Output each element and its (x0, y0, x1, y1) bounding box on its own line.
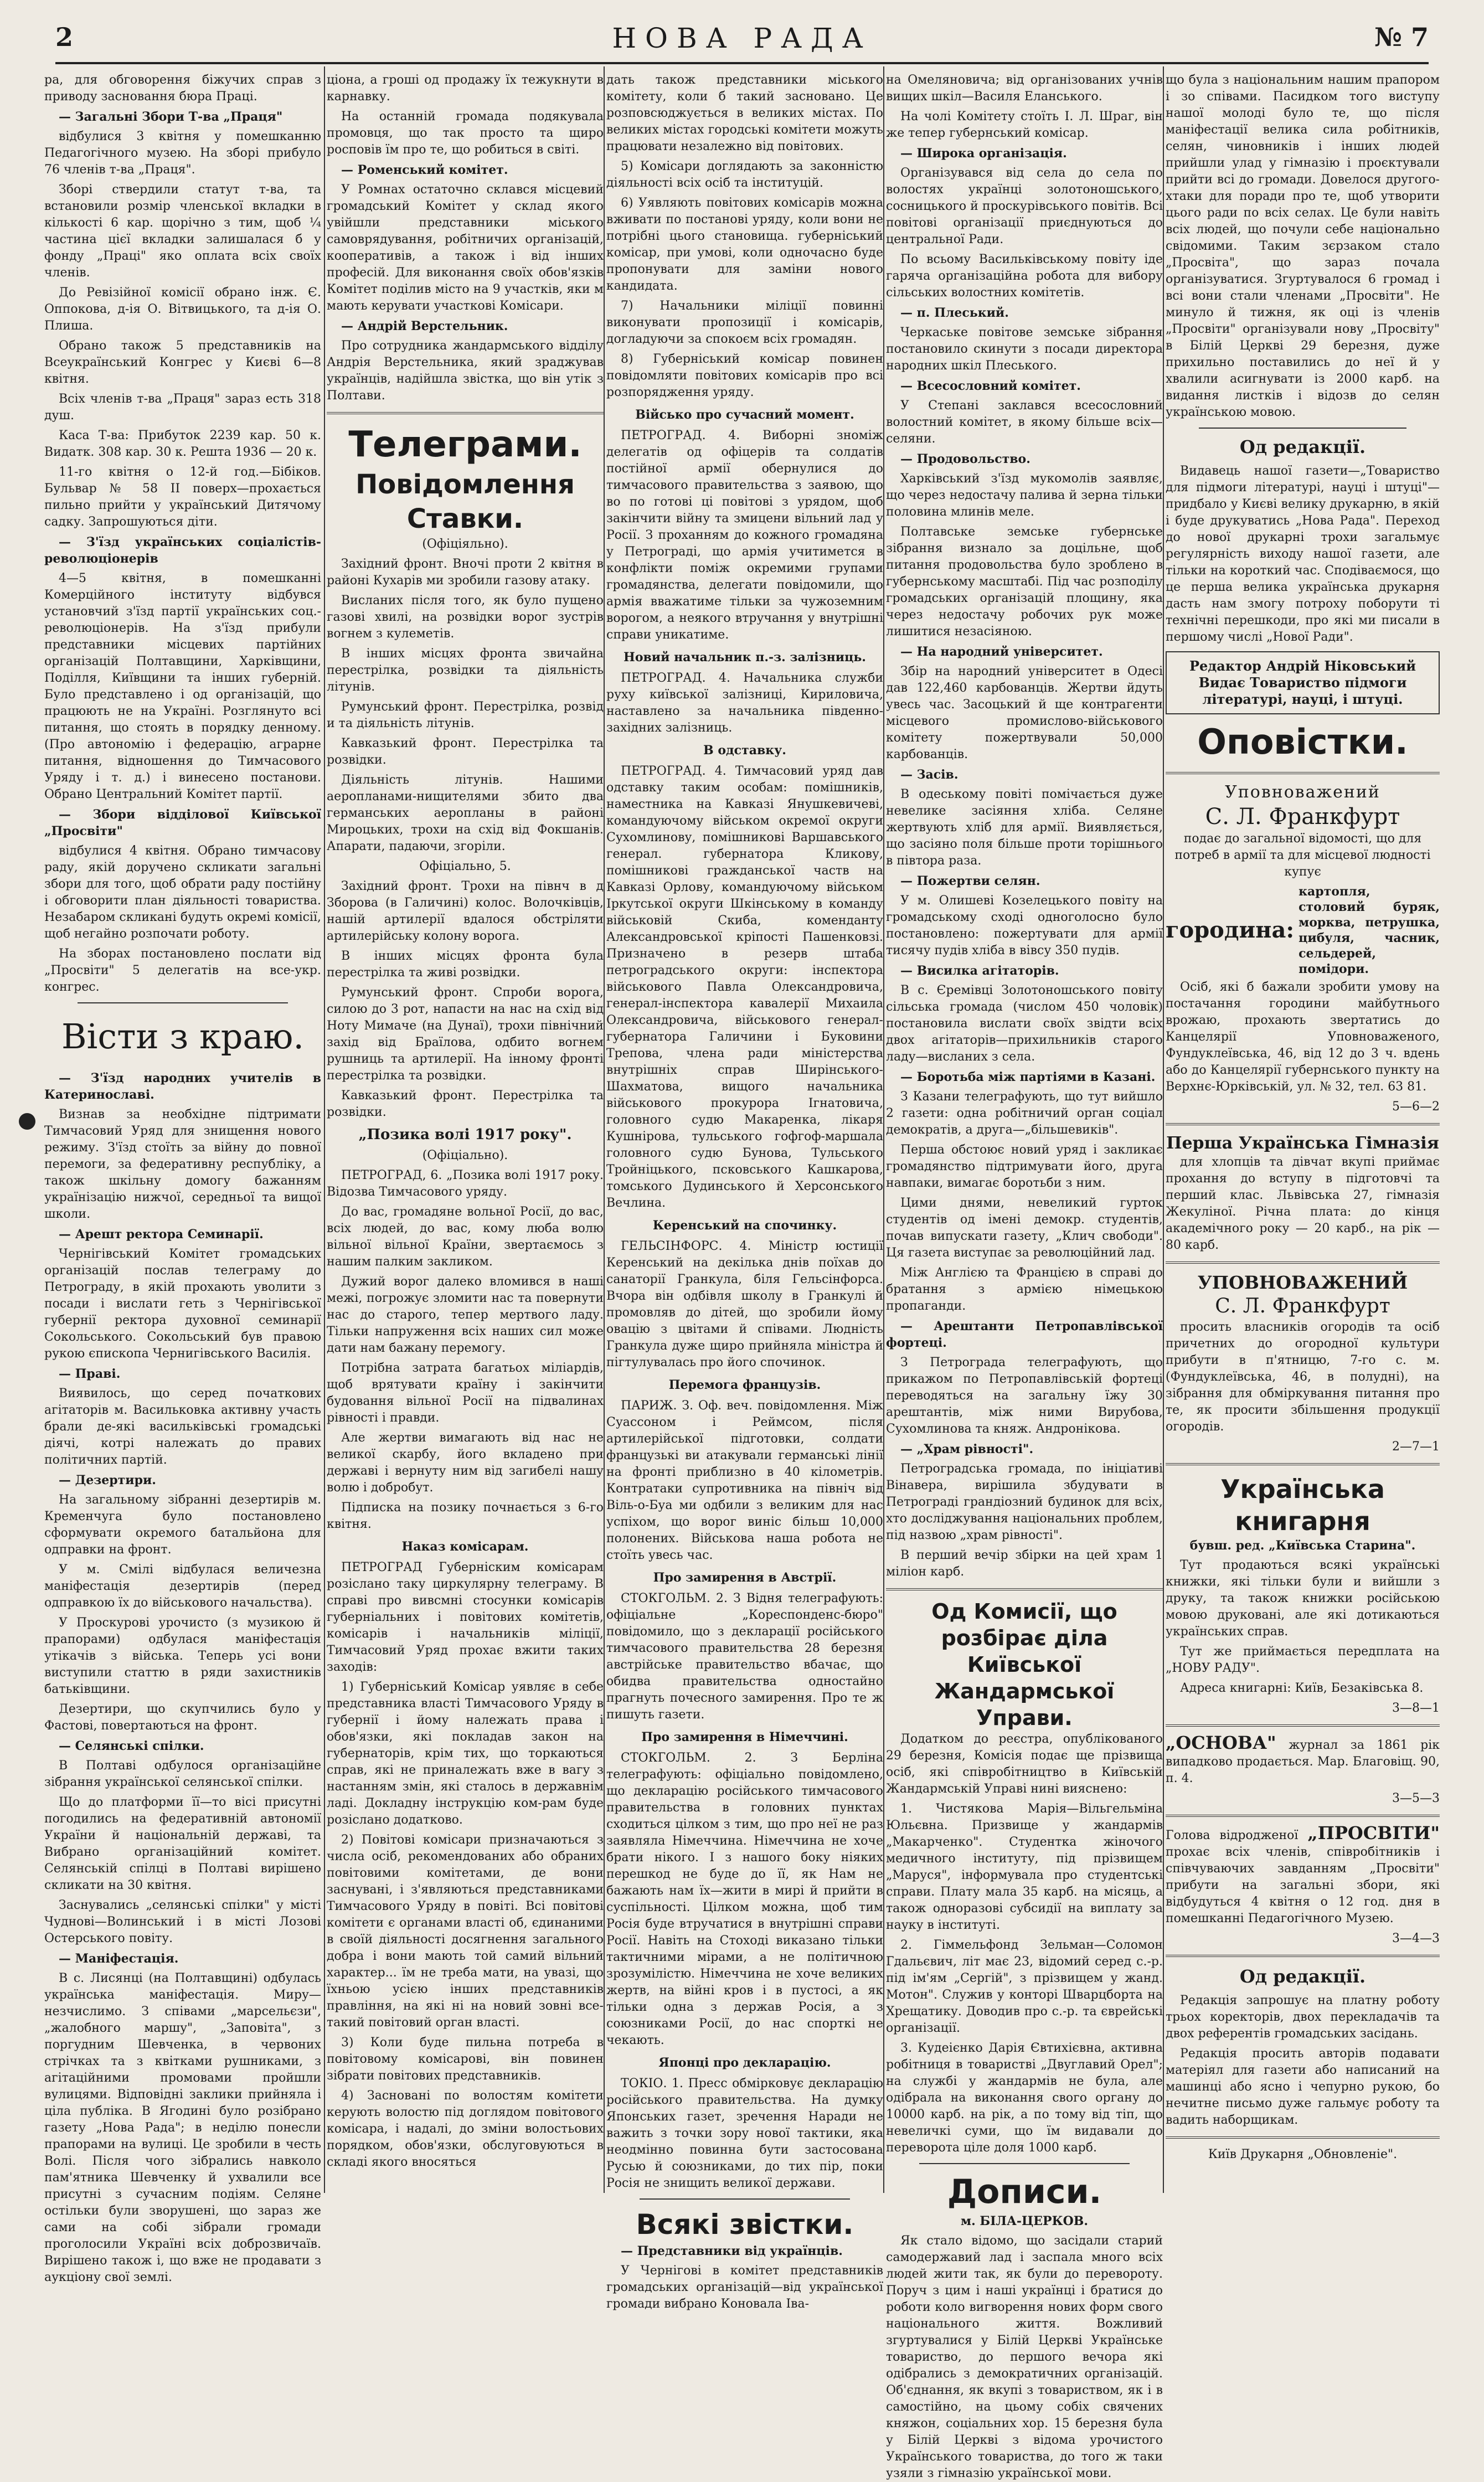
column-divider (1163, 66, 1164, 2193)
section-title: Од Комисії, що розбірає діла Київської Жандармської Управи. (931, 1599, 1117, 1730)
ad-title: Перша Українська Гімназія (1166, 1134, 1439, 1153)
editorial-heading: Од редакції. (1239, 436, 1366, 457)
article-text: В інших місцях фронта була перестрілка та живі розвідки. (327, 949, 604, 980)
section-divider (640, 2198, 850, 2200)
article-text: У Проскурові урочисто (з музикою й прапорами) одбулася маніфестація утікачів з війська. Теперь усі вони виступили статтю в ряди захистників батьківщини. (44, 1616, 321, 1696)
article-text: 2. Гіммельфонд Зельман—Соломон Гдальєвич, літ має 23, відомий серед с.-р. під ім'ям „Сергій", з прізвищем у жанд. Мотон". Служив у конторі Шварцборта на Хрещатику. Доводив про с.-р. та єврейські організації. (886, 1938, 1163, 2035)
article-text: В перший вечір збірки на цей храм 1 міліон карб. (886, 1548, 1163, 1579)
section-subtitle: Повідомлення Ставки. (355, 469, 575, 534)
ad-address: Адреса книгарні: Київ, Безаківська 8. (1180, 1681, 1424, 1695)
official-note: (Офіціяльно). (422, 537, 508, 551)
ad-subtitle: бувш. ред. „Київська Старина". (1189, 1538, 1416, 1553)
article-heading: — Маніфестація. (59, 1951, 179, 1966)
article-text: Організувався від села до села по волостях українці золотоношського, сосницького й проскурівського повітів. Всі повітові організації приєднуються до центральної Ради. (886, 166, 1163, 246)
article-heading: — Пожертви селян. (900, 874, 1040, 888)
ad-highlight (1166, 884, 1440, 977)
article-heading: Про замирення в Австрії. (653, 1570, 837, 1585)
article-text: 2) Повітові комісари призначаються з числа осіб, рекомендованих або обраних повітовими комітетами, де вони заснувані, і з'являються представниками Тимчасового Уряду в повіті. Всі повітові комітети є органами власті об, єдинаними в своїй діяльності досягнення загального добра і вони мають той самий вільний характер... їм не треба мати, на увазі, що їхньою усією інших представників правління, на які ні на новий зовні все-такий повітовий орган власті. (327, 1833, 604, 2030)
article-text: До Ревізійної комісії обрано інж. Є. Оппокова, д-ія О. Вітвицького, та д-ія О. Плиша. (44, 286, 321, 333)
ad-code: 3—4—3 (1392, 1932, 1440, 1945)
article-heading: — Роменський комітет. (341, 163, 508, 177)
publisher-line: Видає Товариство підмоги літературі, науці, і штуці. (1198, 674, 1407, 707)
article-text: Чернігівський Комітет громадських організацій послав телеграму до Петрограду, в якій прохають уволити з посади і вислати геть з Чернігівської губернії ректора духовної семинарії Сокольського. Сокольський був правою рукою єпископа Чернигівського Василія. (44, 1247, 321, 1361)
section-divider (919, 2163, 1130, 2164)
column-4 (886, 72, 1163, 2480)
article-heading: — Арешт ректора Семинарії. (59, 1227, 264, 1242)
footer-divider (1166, 2136, 1440, 2139)
article-text: В с. Єремівці Золотоношського повіту сільська громада (числом 450 чоловік) постановила вислати своїх звідти всіх двох агітаторів—прихильників старого ладу—висланих з села. (886, 983, 1163, 1064)
article-heading: — Андрій Верстельник. (341, 319, 508, 333)
ads-title: Оповістки. (1197, 722, 1408, 762)
ad-code: 2—7—1 (1392, 1440, 1440, 1454)
article-text: Між Англією та Францією в справі до братання з армією німецькою пропаганди. (886, 1266, 1163, 1313)
column-1 (44, 72, 321, 2284)
article-text: 5) Комісари доглядають за законністю діяльності всіх осіб та інституцій. (606, 159, 883, 190)
article-text: Харківський з'їзд мукомолів заявляє, що через недостачу палива й зерна тільки половина млинів меле. (886, 472, 1163, 519)
article-text: Каса Т-ва: Прибуток 2239 кар. 50 к. Видатк. 308 кар. 30 к. Решта 1936 — 20 к. (44, 429, 321, 459)
article-text: Румунський фронт. Спроби ворога, силою до 3 рот, напасти на нас на схід від Ноту Мимаче (на Дунаї), трохи північний захід від Браїлова, одбито вогнем рушниць та артилерії. На інному фронті перестрілка та розвідки. (327, 986, 604, 1083)
article-heading: Про замирення в Німеччині. (641, 1730, 848, 1744)
official-note: (Офіціально). (422, 1149, 508, 1162)
article-text: що була з національним нашим прапором і зо співами. Пасидком того виступу нашої молоді було те, що після маніфестації велика сила робітників, селян, чиновників і інших людей прийшли улад у гімназію і проєктували прийти всі до громади. Довелося другого-хтаки для поради про те, щоб утворити цього ради по всіх селах. Це були навіть всіх людей, що почули себе національно свідомими. Таким зєрзаком стало „Просвіта", що зараз почала організуватися. Згуртувалося 6 громад і всі вони стали членами „Просвіти". Не минуло й тижня, як оці із членів „Просвіти" організували нову „Просвіту" в Білій Церкві 29 березня, дуже прихильно поставились до неї й у хвалили асигнувати із 2000 карб. на видання листків і відозв до селян українською мовою. (1166, 73, 1440, 419)
ad-divider (1166, 1261, 1440, 1264)
article-text: дать також представники міського комітету, коли б такий засновано. Це розповсюджується в великих містах. По великих містах городські комітети можуть працювати незалежно від повітових. (606, 73, 883, 153)
article-text: В Полтаві одбулося організаційне зібрання української селянської спілки. (44, 1759, 321, 1789)
article-text: Висланих після того, як було пущено газові хвилі, на розвідки ворог зустрів вогнем з кулеметів. (327, 594, 604, 641)
ad-text: журнал за 1861 рік випадково продається. Мар. Благовіщ. 90, п. 4. (1166, 1738, 1440, 1785)
article-heading: — Засів. (900, 768, 959, 782)
article-text: СТОКГОЛЬМ. 2. З Відня телеграфують: офіціальне „Кореспонденс-бюро" повідомило, що з декларації російського тимчасового правительства 28 березня австрійське правительство вбачає, що обидва правительства одностайно прагнуть почесного замирення. Про те ж пишуть газети. (606, 1592, 883, 1722)
article-heading: м. БІЛА-ЦЕРКОВ. (960, 2214, 1089, 2228)
article-heading: — Представники від українців. (621, 2244, 843, 2258)
article-text: ра, для обговорення біжучих справ з приводу засновання бюра Праці. (44, 73, 321, 104)
article-text: 1) Губерніський Комісар уявляє в себе представника власті Тимчасового Уряду в губернії і йому належать права і обов'язки, які покладав закон на губернаторів, крім тих, що торкаються справ, які не приналежать вже в вагу з настанням змін, які сталось в державнім ладі. Докладну інструкцію ком-рам буде розіслано додатково. (327, 1680, 604, 1827)
article-text: Визнав за необхідне підтримати Тимчасовий Уряд для знищення нового режиму. З'їзд стоїть за війну до повної перемоги, за федеративну республіку, а також шкільну домогу бажанням українізацію нижчої, середньої та вищої школи. (44, 1108, 321, 1221)
article-text: Полтавське земське губернське зібрання визнало за доцільне, щоб питання продовольства було зроблено в губернському масштабі. Під час розподілу громадських організацій площину, яка через недостачу робочих рук може лишитися незасіяною. (886, 525, 1163, 638)
article-text: У м. Олишеві Козелецького повіту на громадському сході одноголосно було постановлено: пожертувати для армії тисячу пудів хліба в вівсу 350 пудів. (886, 894, 1163, 957)
ad-divider (1166, 1815, 1440, 1817)
article-heading: — Загальні Збори Т-ва „Праця" (59, 110, 283, 124)
article-text: З Казани телеграфують, що тут вийшло 2 газети: одна робітничий орган соціал демократів, а друга—„більшевиків". (886, 1090, 1163, 1137)
article-heading: Новий начальник п.-з. залізниць. (624, 650, 866, 665)
article-text: 1. Чистякова Марія—Вільгельміна Юльєвна. Призвище у жандармів „Макарченко". Студентка жіночого медичного інституту, під прізвищем „Маруся", інформувала про студентські справи. Плату мала 35 карб. на місяць, а також одноразові субсидії на виплату за науку в інституті. (886, 1802, 1163, 1932)
section-title: Всякі звістки. (636, 2208, 854, 2241)
article-text: 8) Губерніський комісар повинен повідомляти повітових комісарів про всі розпорядження уряду. (606, 352, 883, 399)
article-text: Румунський фронт. Перестрілка, розвід и та діяльність літунів. (327, 700, 604, 730)
ad-name: С. Л. Франкфурт (1205, 804, 1400, 830)
column-5 (1166, 72, 1440, 2187)
article-text: 7) Начальники міліції повинні виконувати пропозиції і комісарів, догладуючи за спокоєм всіх громадян. (606, 299, 883, 346)
column-divider (324, 66, 325, 2193)
article-text: Заснувались „селянські спілки" у місті Чуднові—Волинський і в місті Лозові Остерського повіту. (44, 1898, 321, 1945)
page-number: 2 (55, 22, 74, 52)
article-text: Зборі ствердили статут т-ва, та встановили розмір членської вкладки в кількості 6 кар. щорічно з тим, щоб ¼ частина цієї вкладки залишалася б у фонду „Праці" яко оплата всіх своїх членів. (44, 183, 321, 280)
article-text: ПЕТРОГРАД. 4. Виборні зноміж делегатів од офіцерів та солдатів постійної армії обернулися до тимчасового правительства з заявою, що во по готові ці повітові з урядом, щоб закінчити війну та змицени вільний лад у Росії. З проханням до кожного громадяна у Петрограді, що армія учитимется в конфлікти поміж окремими групами громадянства, делегати повідомили, що армія вважатиме тільки за чужоземним ворогом, а неякого втручання у внутрішні справи уникатиме. (606, 429, 883, 642)
ad-keyword: „ОСНОВА" (1166, 1732, 1276, 1753)
article-text: ПЕТРОГРАД. 4. Тимчасовий уряд дав одставку таким особам: помішників, наместника на Кавказі Янушкевичеві, командуючому військом окремої округи Сухомлинову, помішникові Варшавського генерал. губернатора Кликову, помішникові гражданської частв на Кавказі Орлову, командуючому військом Іркутської округи Шкінському в команду військовій Скиба, коменданту Александровської кріпості Пашенковзі. Призначено в резерв штаба петроградського округи: інспектора військового Павла Олександровича, генерал-інспектора кавалерії Михаила Олександровича, військового генерал-губернатора Галичини і Буковини Трепова, члена ради міністерства внутрішніх справ Ширінського-Шахматова, вищого начальника військового прокурора Ігнатовича, головного судю Макаренка, лікаря Кушнірова, тульського гофгоф-маршала головного судю Бунова, Тульського Тройніцького, псковського Кашкарова, томського Дудинського й Херсонського Вечлина. (606, 764, 883, 1210)
article-text: У м. Смілі відбулася величезна маніфестація дезертирів (перед одправкою їх до військового начальства). (44, 1563, 321, 1610)
article-heading: В одставку. (703, 743, 786, 758)
article-text: Але жертви вимагають від нас не великої скарбу, його вкладено при державі і вернуту ним від загибелі нашу волю і добробут. (327, 1431, 604, 1495)
article-text: 11-го квітня о 12-й год.—Бібіков. Бульвар № 58 II поверх—прохається пильно прийти у український Дитячому садку. Запрошуються діти. (44, 465, 321, 529)
article-text: СТОКГОЛЬМ. 2. З Берліна телеграфують: офіціально повідомлено, що декларацію російського тимчасового правительства в головних пунктах сходиться цілком з тим, що про неї не раз заявляла Німеччина. Німеччина не хоче брати нікого. І з нашого боку ніяких перешкод не буде до її, як Нам не бажають нам їх—жити в мирі й прийти в суспільності. Цілком можна, щоб тим Росія буде втручатися в внутрішні справи Росії. Навіть на Стоході виказано тільки тактичними мірами, а не політичною зрозумілістю. Німеччина не хоче великих жертв, на війні кров і в пустосі, а як тільки одна з держав Росія, а з союзниками Росії, до нас спорткі не чекають. (606, 1751, 883, 2047)
ink-blot (19, 1113, 35, 1130)
article-text: Кавказький фронт. Перестрілка та розвідки. (327, 1089, 604, 1119)
article-text: відбулися 4 квітня. Обрано тимчасову раду, якій доручено скликати загальні збори для того, щоб обрати раду постійну і обговорити план діяльності товариства. Незабаром скликані будуть окремі комісії, щоб негайно розпочати роботу. (44, 844, 321, 941)
article-text: ПЕТРОГРАД, 6. „Позика волі 1917 року. Відозва Тимчасового уряду. (327, 1168, 604, 1199)
article-text: 3. Кудеієнко Дарія Євтихієвна, активна робітниця в товаристві „Двуглавий Орел"; на службі у жандармів не була, але одібрала на виконання свого органу до 10000 карб. на рік, а по тому від тіп, що невеличкі суми, що їм видавали до переворота ціле доля 1000 карб. (886, 2041, 1163, 2155)
article-text: На загальному зібранні дезертирів м. Кременчуга було постановлено сформувати окремого батальйона для одправки на фронт. (44, 1493, 321, 1557)
article-heading: — Арештанти Петропавлівської фортеці. (886, 1319, 1163, 1350)
section-title: Дописи. (947, 2172, 1102, 2211)
section-divider (78, 1002, 288, 1003)
article-text: Західний фронт. Трохи на півнч в д Зборова (в Галичині) колос. Волочківців, нашій артилерії вдалося обстріляти артилерійську колону ворога. (327, 879, 604, 943)
ad-keyword: „ПРОСВІТИ" (1307, 1822, 1440, 1844)
article-heading: — Збори відділової Київської „Просвіти" (44, 807, 321, 838)
article-text: 4—5 квітня, в помешканні Комерційного інституту відбувся установчий з'їзд партії українських соц.-революціонерів. На з'їзд прибули представники місцевих партійних організацій Полтавщини, Харківщини, Поділля, Київщини та інших губерній. Було представлено і од організацій, що працюють не на Україні. Розглянуто всі питання, що стоять в порядку денному. (Про автономію і федерацію, аграрне питання, відношення до Тимчасового Уряду і т. д.) і винесено постанови. Обрано Центральний Комітет партії. (44, 571, 321, 801)
ad-text: подає до загальної відомості, що для потреб в армії та для місцевої людності купує (1174, 832, 1431, 879)
article-text: Редакція просить авторів подавати матеріял для газети або написаний на машинці або ясно і чепурно рукою, бо нечитне письмо дуже гальмує роботу та вадить наборщикам. (1166, 2047, 1440, 2127)
article-heading: Керенський на спочинку. (652, 1218, 837, 1233)
article-text: У Степані заклався всесословний волостний комітет, в якому більше всіх—селяни. (886, 399, 1163, 446)
ad-text: Тут же приймається передплата на „НОВУ РАДУ". (1166, 1645, 1440, 1675)
article-text: Редакція запрошує на платну роботу трьох коректорів, двох перекладачів та двох референтів громадських засідань. (1166, 1994, 1440, 2041)
article-text: 4) Засновані по волостям комітети керують волостю під доглядом повітового комісара, і надалі, до зміни волостьових порядком, обов'язки, обслуговуються в складі якого вносяться (327, 2089, 604, 2169)
article-text: З Петрограда телеграфують, що прикажом по Петропавлівській фортеці переводяться на загальну їжу 30 арештантів, між ними Вирубова, Сухомлинова та княж. Андронікова. (886, 1356, 1163, 1436)
article-text: Дезертири, що скупчились було у Фастові, повертаються на фронт. (44, 1702, 321, 1733)
article-heading: — Боротьба між партіями в Казані. (900, 1070, 1156, 1084)
section-divider (327, 412, 604, 414)
column-divider (604, 66, 605, 2193)
article-text: У Ромнах остаточно склався місцевий громадський Комітет у склад якого увійшли представники міського самоврядування, робітничих організацій, кооперативів, а також і від інших професій. Для виконання своїх обов'язків Комітет поділив місто на 9 участків, яки м мають керувати участкові Комісари. (327, 183, 604, 313)
article-heading: — На народний університет. (900, 645, 1103, 659)
article-text: Підписка на позику почнається з 6-го квітня. (327, 1501, 604, 1531)
article-text: Збір на народний університет в Одесі дав 122,460 карбованців. Жертви йдуть увесь час. Засоцький й ще контрагенти місцевого промислово-військового комітету пожертвували 50,000 карбованців. (886, 665, 1163, 761)
printer-imprint: Київ Друкарня „Обновленіе". (1208, 2148, 1398, 2161)
article-text: Як стало відомо, що засідали старий самодержавий лад і заспала много всіх людей жити так, як були до перевороту. Поруч з цим і наші українці і братися до роботи коло вигворення нових форм свого національного життя. Вожливий згуртувалися у Білій Церкві Українське товариство, до першого вечора які одібрались з демократичних організацій. Об'єднання, як вкупі з товариством, як і в самостійно, на цьому собіх свячених княжон, соціальних хор. 15 березня була у Білій Церкві з відома урочистого Українського товариства, до того ж таки узяли з гімназію української мови. (886, 2234, 1163, 2480)
article-text: Дужий ворог далеко вломився в наші межі, погрожує зломити нас та повернути нас до старого, тепер мертвого ладу. Тільки напруження всіх наших сил може дати нам бажану перемогу. (327, 1275, 604, 1355)
article-text: На останній громада подякувала промовця, що так просто та щиро росповів їм про те, що робиться в світі. (327, 110, 604, 157)
editorial-heading: Од редакції. (1239, 1966, 1366, 1987)
ad-name: С. Л. Франкфурт (1215, 1295, 1390, 1317)
ad-text: прохає всіх членів, співробітників і співчуваючих завданням „Просвіти" прибути на загальні збори, які відбудуться 4 квітня о 12 год. дня в помешканні Педагогічного Музею. (1166, 1845, 1440, 1925)
article-text: Петроградська громада, по ініціативі Вінавера, вирішила збудувати в Петрограді грандіозний будинок для всіх, хто досліджування національних проблем, під назвою „храм рівності". (886, 1462, 1163, 1542)
article-text: В одеському повіті помічається дуже невелике засіяння хліба. Селяне жертвують хліб для армії. Виявляється, що засіяно поля більше проти торішнього в півтора раза. (886, 787, 1163, 868)
article-text: В с. Лисянці (на Полтавщині) одбулась українська маніфестація. Миру—незчислимо. З співами „марсельєзи", „жалобного маршу", „Заповіта", з поргудним Шевченка, в червоних стрічках та з квітками рушниками, з агітаційними промовами пройшли вулицями. Відповідні заклики прийняла і ціла публіка. В Ягодині було розібрано газету „Нова Рада"; в неділю понесли прапорами на вулиці. Це зробили в честь Волі. Після чого зібрались навколо пам'ятника Шевченку й ухвалили все присутні з сучасним подіям. Селяне остільки були зворушені, що зараз же сами на собі зібрали громади проголосили Україні всіх доброзвичаїв. Вирішено також і, що вже не продавати з аукціону свої землі. (44, 1971, 321, 2284)
article-text: На зборах постановлено послати від „Просвіти" 5 делегатів на все-укр. конгрес. (44, 947, 321, 994)
ad-keyword: городина: (1166, 917, 1295, 943)
header-rule (55, 62, 1429, 64)
article-text: У Чернігові в комітет представників громадських організацій—від української громади вибрано Коновала Іва- (606, 2264, 883, 2311)
ad-title: Уповноважений (1225, 782, 1380, 802)
article-text: Кавказький фронт. Перестрілка та розвідки. (327, 737, 604, 767)
article-heading: — Праві. (59, 1367, 121, 1381)
official-note: Офіціально, 5. (419, 859, 511, 873)
article-text: ГЕЛЬСІНФОРС. 4. Міністр юстиції Керенський на декілька днів поїхав до санаторії Гранкула, біля Гельсінфорса. Вчора він одбівля школу в Гранкулі й промовляв до дітей, що зробили йому овацію з цвітами й співами. Людність Гранкула дуже щиро прийняла міністра й пігтулувалась про його спочинок. (606, 1239, 883, 1369)
article-text: На чолі Комітету стоїть І. Л. Шраг, він же тепер губернський комісар. (886, 110, 1163, 140)
ad-code: 3—5—3 (1392, 1791, 1440, 1805)
newspaper-title: НОВА РАДА (612, 22, 872, 54)
ad-divider (1166, 1123, 1440, 1125)
article-text: ціона, а гроші од продажу їх тежукнути в карнавку. (327, 73, 604, 104)
ad-text: Осіб, які б бажали зробити умову на постачання городини майбутнього врожаю, прохають звертатись до Канцелярії Уповноваженого, Фундуклеївська, 46, від 12 до 3 ч. вдень або до Канцелярії губернського пункту на Верхнє-Юрківській, ул. № 32, тел. 63 81. (1166, 980, 1440, 1094)
section-title: Вісти з краю. (61, 1016, 305, 1057)
issue-number: № 7 (1374, 22, 1429, 52)
article-text: Всіх членів т-ва „Праця" зараз есть 318 душ. (44, 392, 321, 423)
article-text: ПАРИЖ. З. Оф. веч. повідомлення. Між Суассоном і Реймсом, після артилерійської підготовки, солдати французькі ви атакували германські лінії на фронті приблизно в 40 кілометрів. Контратаки супротивника на північ від Віль-о-Буа ми одбили з великим для нас успіхом, що ворог виніс більш 10,000 полонених. Військова наша робота не стоїть увесь час. (606, 1399, 883, 1562)
article-heading: — Висилка агітаторів. (900, 964, 1059, 978)
article-heading: Військо про сучасний момент. (635, 408, 854, 422)
ad-title: УПОВНОВАЖЕНИЙ (1197, 1272, 1408, 1293)
ad-divider (1166, 1463, 1440, 1465)
ad-text: просить власників огородів та осіб причетних до огородної культури прибути в п'ятницю, 7-го с. м. (Фундуклеївська, 46, в полудні), на зібрання для обміркування питання про те, як просити збільшення продукції огородів. (1166, 1320, 1440, 1434)
ad-text: Тут продаються всякі українські книжки, які тільки були и вийшли з друку, та також книжки російською мовою друковані, але які дотикаються українських справ. (1166, 1558, 1440, 1639)
article-heading: Наказ комісарам. (401, 1539, 529, 1554)
article-text: Виявилось, що серед початкових агітаторів м. Васильковка активну участь брали де-які васильківські громадські діячі, котрі належать до правих політичних партій. (44, 1387, 321, 1467)
ad-divider (1166, 1724, 1440, 1727)
ad-items: картопля, столовий буряк, морква, петрушка, цибуля, часник, сельдерей, помідори. (1298, 884, 1440, 976)
article-heading: „Позика волі 1917 року". (358, 1126, 572, 1143)
article-text: на Омеляновича; від організованих учнів вищих шкіл—Василя Еланського. (886, 73, 1163, 104)
page-header (55, 22, 1429, 61)
column-3 (606, 72, 883, 2311)
section-divider (1199, 428, 1406, 429)
article-text: Потрібна затрата багатьох міліардів, щоб врятувати країну і закінчити будовання вільної Росії на підвалинах рівності і правди. (327, 1361, 604, 1425)
article-text: відбулися 3 квітня у помешканню Педагогічного музею. На зборі прибуло 76 членів т-ва „Праця". (44, 130, 321, 177)
column-divider (883, 66, 884, 2193)
article-text: 3) Коли буде пильна потреба в повітовому комісарові, він повинен зібрати повітових представників. (327, 2036, 604, 2083)
article-text: До вас, громадяне вольної Росії, до вас, всіх людей, до вас, кому люба волю вільної вільної Країни, звертаємось з нашим палким закликом. (327, 1205, 604, 1269)
section-title: Телеграми. (348, 424, 582, 465)
column-2 (327, 72, 604, 2187)
article-heading: — Продовольство. (900, 452, 1030, 466)
article-heading: — п. Плеський. (900, 306, 1009, 320)
ad-text: Голова відродженої (1166, 1829, 1298, 1842)
article-text: В інших місцях фронта звичайна перестрілка, розвідки та діяльність літунів. (327, 647, 604, 694)
article-text: Діяльність літунів. Нашими аеропланами-нищителями збито два германських аеропланы в районі Мироцьких, трохи на схід від Фокшанів. Апарати, падаючи, згоріли. (327, 773, 604, 853)
article-text: Що до платформи її—то вісі присутні погодились на федеративній автономії України й національній державі, та Вибрано організаційний комітет. Селянській спілці в Полтаві вирішено скликати на 30 квітня. (44, 1795, 321, 1892)
section-divider (886, 1588, 1163, 1590)
article-text: Цими днями, невеликий гурток студентів од імені демокр. студентів, почав випускати газету, „Клич свободи". Ця газета виступає за революційний лад. (886, 1196, 1163, 1260)
article-heading: — З'їзд народних учителів в Катеринославі. (44, 1071, 321, 1102)
article-text: ТОКІО. 1. Пресс обмірковує декларацію російського правительства. На думку Японських газет, зречення Наради не важить з точки зору нової тактики, яка неодмінно повинна бути застосована Русью й союзниками, до тих пір, поки Росія не знищить великої держави. (606, 2077, 883, 2190)
article-text: По всьому Васильківському повіту іде гаряча організаційна робота для вибору сільських волостних комітетів. (886, 253, 1163, 300)
article-text: Видавець нашої газети—„Товариство для підмоги літературі, науці і штуці"—придбало у Києві велику друкарню, в якій і буде друкуватись „Нова Рада". Переход до нової друкарні трохи загальмує регулярність виходу нашої газети, але тільки на короткий час. Сподіваємося, що це перша велика українська друкарня дасть нам змогу потроху поборути ті технічні перешкоди, про які ми писали в першому числі „Нової Ради". (1166, 464, 1440, 644)
article-text: Додатком до реєстра, опублікованого 29 березня, Комісія подає ще прізвища осіб, які співробітництво в Київській Жандармській Управі нині вияснено: (886, 1732, 1163, 1796)
article-text: 6) Уявляють повітових комісарів можна вживати по постанові уряду, коли вони не потрібні цього становища. губерніський комісар, при умові, коли одночасно буде пропонувати для заміни нового кандидата. (606, 196, 883, 293)
article-text: Перша обстоює новий уряд і закликає громадянство підтримувати його, друга навпаки, вимагає боротьби з ним. (886, 1143, 1163, 1190)
ad-code: 3—8—1 (1392, 1701, 1440, 1715)
ad-text: для хлопців та дівчат вкупі приймає прохання до вступу в підготовчі та перший клас. Львівська 27, гімназія Жекуліної. Річна плата: до кінця академічного року — 20 карб., на рік — 80 карб. (1166, 1155, 1440, 1252)
ad-title: Українська книгарня (1220, 1474, 1385, 1536)
article-text: Західний фронт. Вночі проти 2 квітня в районі Кухарів ми зробили газову атаку. (327, 557, 604, 588)
article-text: Черкаське повітове земське зібрання постановило скинути з посади директора народних шкіл Плеського. (886, 326, 1163, 373)
ad-divider (1166, 772, 1440, 774)
article-text: Обрано також 5 представників на Всеукраїнський Конгрес у Києві 6—8 квітня. (44, 339, 321, 386)
article-heading: Перемога французів. (668, 1378, 821, 1392)
editor-box (1166, 651, 1440, 714)
article-heading: — Всесословний комітет. (900, 379, 1081, 393)
article-heading: — „Храм рівності". (900, 1442, 1034, 1456)
article-heading: — Селянські спілки. (59, 1739, 204, 1753)
article-heading: — Широка організація. (900, 146, 1067, 161)
article-heading: — Дезертири. (59, 1473, 156, 1487)
ad-divider (1166, 1955, 1440, 1957)
article-heading: — З'їзд українських соціалістів-революціонерів (44, 535, 321, 566)
ad-code: 5—6—2 (1392, 1100, 1440, 1114)
article-text: ПЕТРОГРАД Губерніским комісарам розіслано таку циркулярну телеграму. В справі про вивсмні стосунки комісарів губерніальних і повітових комітетів, комісарів і начальників міліції, Тимчасовий Уряд прохає вжити таких заходів: (327, 1561, 604, 1674)
article-text: ПЕТРОГРАД. 4. Начальника служби руху київської залізниці, Кириловича, наставлено за начальника південно-західних залізниць. (606, 671, 883, 735)
editor-name: Редактор Андрій Ніковський (1189, 658, 1416, 674)
article-text: Про сотрудника жандармського відділу Андрія Верстельника, який зраджував українців, надійшла звістка, що він утік з Полтави. (327, 339, 604, 403)
article-heading: Японці про декларацію. (658, 2056, 831, 2070)
